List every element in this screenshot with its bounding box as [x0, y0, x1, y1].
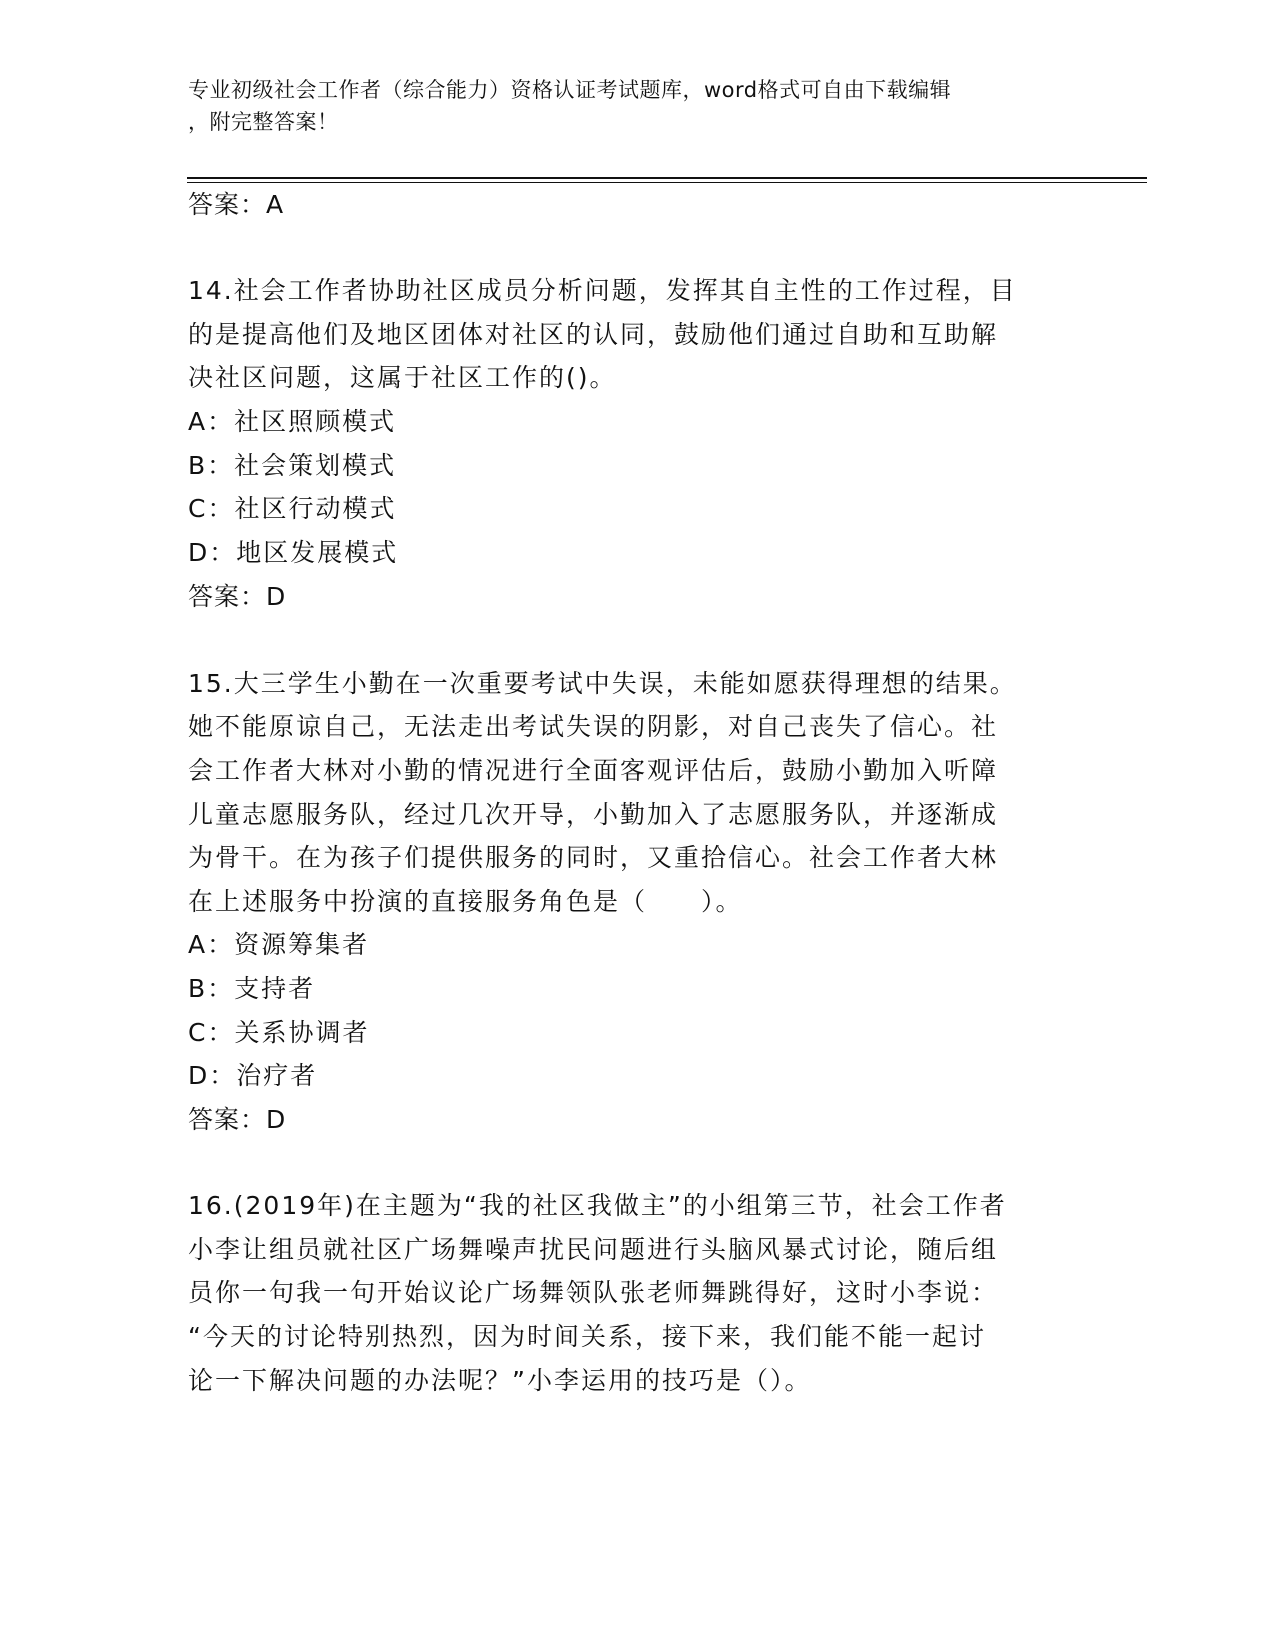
- question-16-line-1: 16.(2019年)在主题为“我的社区我做主”的小组第三节，社会工作者: [188, 1191, 1007, 1220]
- header-divider-thin: [187, 182, 1147, 184]
- answer-13: 答案：A: [188, 190, 285, 219]
- question-14-line-1: 14.社会工作者协助社区成员分析问题，发挥其自主性的工作过程，目: [188, 276, 1017, 305]
- question-16-line-5: 论一下解决问题的办法呢？”小李运用的技巧是（）。: [188, 1366, 812, 1395]
- header-line-2: ，附完整答案！: [188, 110, 339, 134]
- question-15-line-4: 儿童志愿服务队，经过几次开导，小勤加入了志愿服务队，并逐渐成: [188, 800, 999, 829]
- question-14-option-a: A：社区照顾模式: [188, 407, 397, 436]
- answer-14: 答案：D: [188, 582, 287, 611]
- question-14-option-b: B：社会策划模式: [188, 451, 397, 480]
- page-header: [188, 74, 1068, 138]
- question-15-line-5: 为骨干。在为孩子们提供服务的同时，又重拾信心。社会工作者大林: [188, 843, 999, 872]
- header-line-1: 专业初级社会工作者（综合能力）资格认证考试题库，word格式可自由下载编辑: [188, 78, 952, 102]
- question-15-line-6: 在上述服务中扮演的直接服务角色是（ ）。: [188, 887, 743, 916]
- header-divider: [187, 177, 1147, 181]
- question-15-option-b: B：支持者: [188, 974, 316, 1003]
- question-14-line-2: 的是提高他们及地区团体对社区的认同，鼓励他们通过自助和互助解: [188, 320, 999, 349]
- answer-15: 答案：D: [188, 1105, 287, 1134]
- question-14-option-d: D：地区发展模式: [188, 538, 399, 567]
- question-14-line-3: 决社区问题，这属于社区工作的()。: [188, 363, 617, 392]
- question-16-line-3: 员你一句我一句开始议论广场舞领队张老师舞跳得好，这时小李说：: [188, 1278, 999, 1307]
- question-15-option-a: A：资源筹集者: [188, 930, 370, 959]
- question-15-line-1: 15.大三学生小勤在一次重要考试中失误，未能如愿获得理想的结果。: [188, 669, 1017, 698]
- question-14-option-c: C：社区行动模式: [188, 494, 397, 523]
- question-16-line-4: “今天的讨论特别热烈，因为时间关系，接下来，我们能不能一起讨: [188, 1322, 986, 1351]
- question-15-option-d: D：治疗者: [188, 1061, 318, 1090]
- question-15-line-2: 她不能原谅自己，无法走出考试失误的阴影，对自己丧失了信心。社: [188, 712, 999, 741]
- question-16-line-2: 小李让组员就社区广场舞噪声扰民问题进行头脑风暴式讨论，随后组: [188, 1235, 999, 1264]
- question-15-line-3: 会工作者大林对小勤的情况进行全面客观评估后，鼓励小勤加入听障: [188, 756, 999, 785]
- question-15-option-c: C：关系协调者: [188, 1018, 370, 1047]
